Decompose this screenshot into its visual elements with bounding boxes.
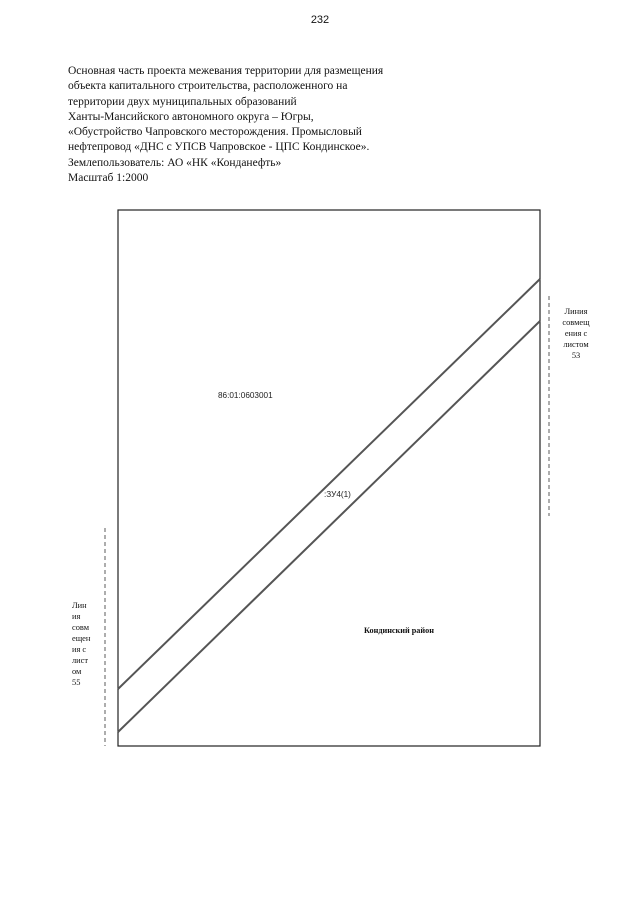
map-frame [118,210,540,746]
corridor-boundary-lower [118,321,540,732]
label-line: Лин [72,601,87,610]
page-number: 232 [310,14,330,26]
corridor-boundary-upper [118,279,540,689]
label-line: ещен [72,634,91,643]
header-line: объекта капитального строительства, расположенного на [68,80,348,93]
header-line: территории двух муниципальных образований [68,95,297,108]
label-line: ия [72,612,81,621]
header-line: Ханты-Мансийского автономного округа – Югры, [68,110,314,123]
header-line: Землепользователь: АО «НК «Конданефть» [68,156,282,169]
label-line: совм [72,623,90,632]
header-line: Основная часть проекта межевания территории для размещения [68,65,384,77]
district-label: Кондинский район [364,626,434,635]
label-line: ения с [564,329,588,338]
label-line: Линия [564,307,588,316]
sheet-junction-label-right [556,306,596,361]
label-line: совмещ [562,318,590,327]
label-line: 53 [571,351,581,360]
sheet-junction-label-left [72,600,90,688]
label-line: ом [72,667,82,676]
parcel-label: :ЗУ4(1) [324,490,351,499]
label-line: 55 [72,678,81,687]
label-line: листом [563,340,589,349]
label-line: ия с [72,645,87,654]
scale-label: Масштаб 1:2000 [68,172,149,185]
cadastral-quarter-label: 86:01:0603001 [218,391,273,400]
header-line: нефтепровод «ДНС с УПСВ Чапровское - ЦПС Кондинское». [68,141,370,154]
header-line: «Обустройство Чапровского месторождения. Промысловый [68,126,362,139]
label-line: лист [72,656,89,665]
